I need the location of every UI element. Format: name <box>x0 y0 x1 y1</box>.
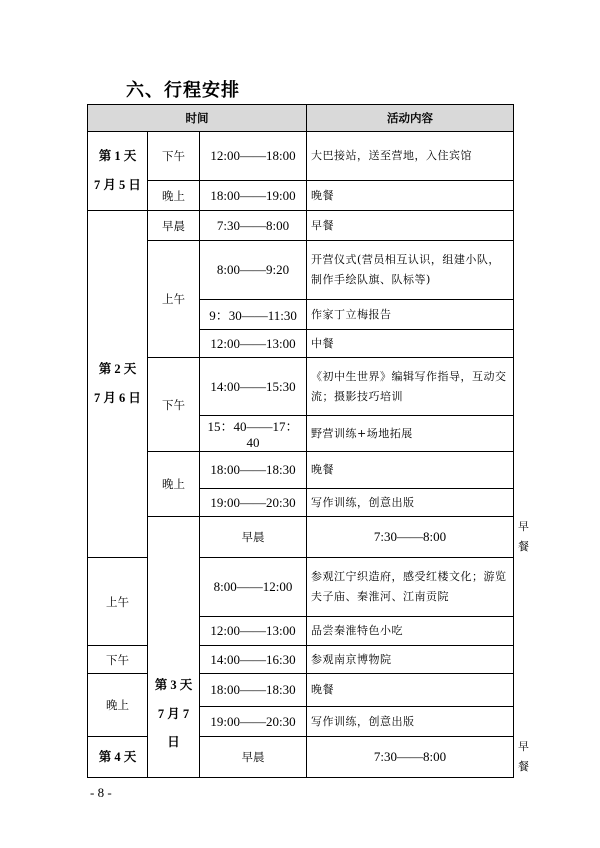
activity-cell: 开营仪式(营员相互认识，组建小队，制作手绘队旗、队标等) <box>307 241 514 300</box>
time-cell: 9：30——11:30 <box>200 300 307 330</box>
time-cell: 7:30——8:00 <box>307 517 514 558</box>
activity-cell: 晚餐 <box>307 181 514 211</box>
table-row <box>88 132 514 181</box>
activity-cell: 参观江宁织造府，感受红楼文化；游览夫子庙、秦淮河、江南贡院 <box>307 558 514 617</box>
time-cell: 19:00——20:30 <box>200 489 307 517</box>
period-cell: 早晨 <box>200 737 307 778</box>
time-cell: 8:00——12:00 <box>200 558 307 617</box>
time-cell: 12:00——18:00 <box>200 132 307 181</box>
day-label: 第 1 天 <box>98 149 137 164</box>
time-cell: 8:00——9:20 <box>200 241 307 300</box>
day-label: 第 4 天 <box>98 749 137 764</box>
schedule-table <box>87 104 530 778</box>
time-cell: 18:00——19:00 <box>200 181 307 211</box>
period-cell: 下午 <box>148 132 200 181</box>
header-time: 时间 <box>88 105 307 132</box>
table-row: 第 4 天 早晨 7:30——8:00 早餐 <box>88 737 514 778</box>
period-cell: 晚上 <box>148 452 200 517</box>
table-row <box>88 181 514 211</box>
period-cell: 下午 <box>88 646 148 674</box>
period-cell: 上午 <box>148 241 200 358</box>
activity-cell: 作家丁立梅报告 <box>307 300 514 330</box>
activity-cell: 写作训练，创意出版 <box>307 489 514 517</box>
time-cell: 7:30——8:00 <box>200 211 307 241</box>
activity-cell: 晚餐 <box>307 674 514 707</box>
table-row <box>88 211 514 241</box>
period-cell: 早晨 <box>200 517 307 558</box>
table-header-row <box>88 105 514 132</box>
time-cell: 7:30——8:00 <box>307 737 514 778</box>
day-cell <box>88 132 148 211</box>
page-number: - 8 - <box>90 785 112 800</box>
period-cell: 晚上 <box>88 674 148 737</box>
activity-cell: 大巴接站，送至营地，入住宾馆 <box>307 132 514 181</box>
day-label: 第 3 天 <box>154 677 193 692</box>
table-row: 第 3 天 7 月 7 日 早晨 7:30——8:00 早餐 <box>88 517 514 558</box>
time-cell: 15：40——17：40 <box>200 416 307 452</box>
activity-cell: 晚餐 <box>307 452 514 489</box>
day-date: 7 月 6 日 <box>94 391 141 405</box>
day-date: 7 月 7 日 <box>157 706 190 750</box>
time-cell: 12:00——13:00 <box>200 617 307 646</box>
day-cell <box>88 737 148 778</box>
header-activity: 活动内容 <box>307 105 514 132</box>
activity-cell: 中餐 <box>307 330 514 358</box>
day-cell <box>148 517 200 778</box>
day-date: 7 月 5 日 <box>94 178 141 192</box>
day-label: 第 2 天 <box>98 362 137 377</box>
activity-cell: 野营训练+场地拓展 <box>307 416 514 452</box>
time-cell: 14:00——15:30 <box>200 358 307 416</box>
table-row <box>88 358 514 416</box>
time-cell: 19:00——20:30 <box>200 707 307 737</box>
activity-cell: 早餐 <box>307 211 514 241</box>
time-cell: 18:00——18:30 <box>200 452 307 489</box>
period-cell: 晚上 <box>148 181 200 211</box>
activity-cell: 写作训练，创意出版 <box>307 707 514 737</box>
time-cell: 18:00——18:30 <box>200 674 307 707</box>
section-heading: 六、行程安排 <box>126 80 240 101</box>
activity-cell: 品尝秦淮特色小吃 <box>307 617 514 646</box>
table-row <box>88 241 514 300</box>
time-cell: 14:00——16:30 <box>200 646 307 674</box>
period-cell: 下午 <box>148 358 200 452</box>
period-cell: 上午 <box>88 558 148 646</box>
table-row <box>88 452 514 489</box>
activity-cell: 参观南京博物院 <box>307 646 514 674</box>
time-cell: 12:00——13:00 <box>200 330 307 358</box>
period-cell: 早晨 <box>148 211 200 241</box>
activity-cell: 《初中生世界》编辑写作指导，互动交流；摄影技巧培训 <box>307 358 514 416</box>
day-cell <box>88 211 148 558</box>
